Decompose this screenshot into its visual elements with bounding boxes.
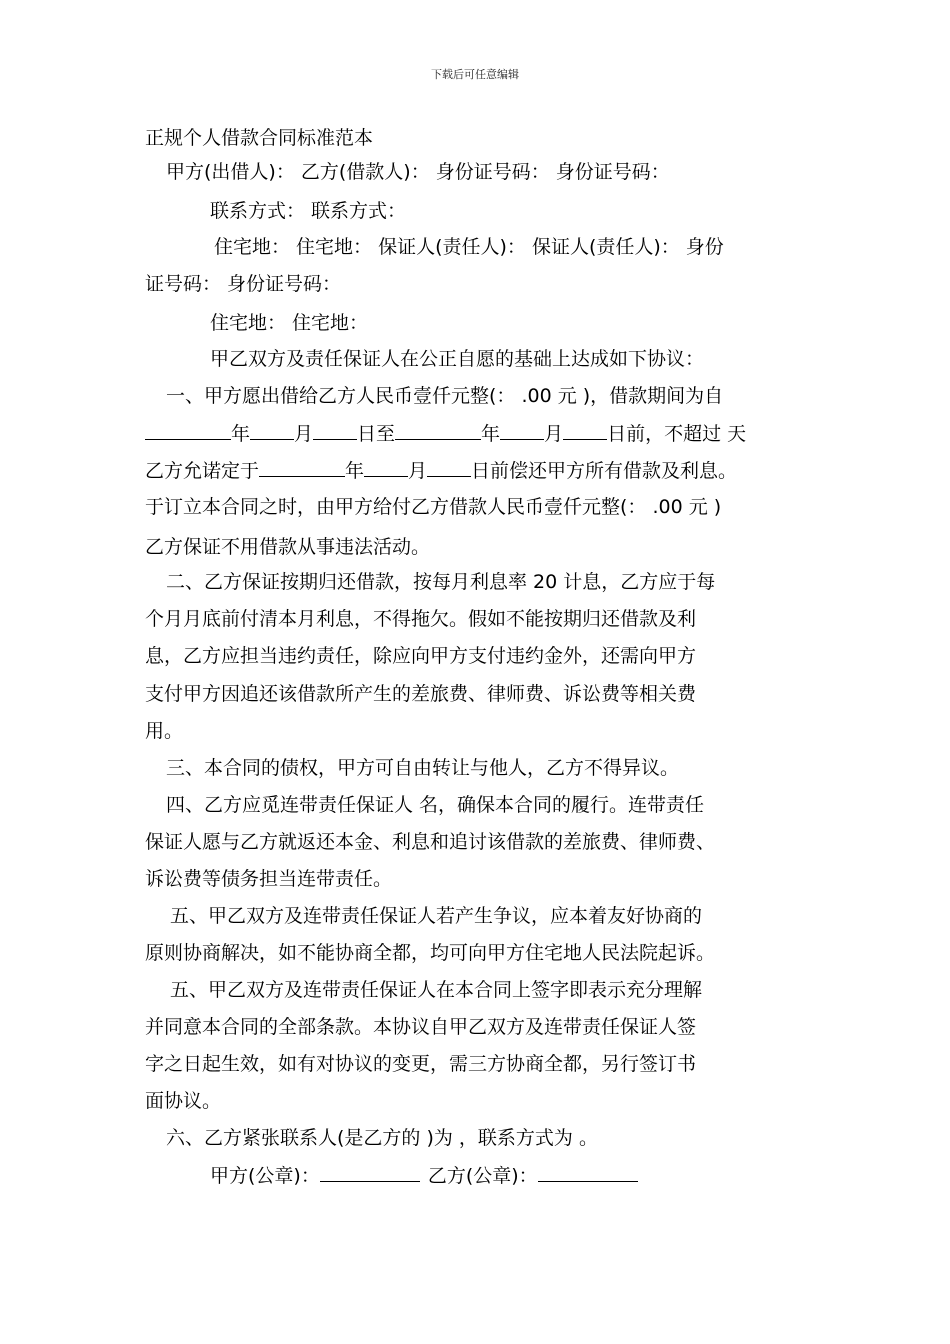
id-number-line: 证号码： 身份证号码： [145,273,342,295]
clause-5b-line-2: 并同意本合同的全部条款。本协议自甲乙双方及连带责任保证人签 [145,1016,697,1038]
residence-guarantor-line: 住宅地： 住宅地： 保证人(责任人)： 保证人(责任人)： 身份 [214,236,724,258]
clause-6-line-1: 六、乙方紧张联系人(是乙方的 )为 ，联系方式为 。 [166,1127,598,1149]
clause-4-line-3: 诉讼费等债务担当连带责任。 [145,868,393,890]
clause-2-line-2: 个月月底前付清本月利息，不得拖欠。假如不能按期归还借款及利 [145,608,697,630]
clause-5b-line-4: 面协议。 [145,1090,222,1112]
party-b-seal-label: 乙方(公章)： [427,1165,538,1187]
text-fragment: 日前偿还甲方所有借款及利息。 [471,460,738,482]
clause-5b-line-3: 字之日起生效，如有对协议的变更，需三方协商全都，另行签订书 [145,1053,697,1075]
clause-5a-line-2: 原则协商解决，如不能协商全都，均可向甲方住宅地人民法院起诉。 [145,942,716,964]
clause-5a-line-1: 五、甲乙双方及连带责任保证人若产生争议，应本着友好协商的 [170,905,703,927]
clause-2-line-5: 用。 [145,720,184,742]
text-fragment: 年 [231,423,251,445]
party-b-seal-field [538,1163,638,1182]
clause-1-line-3 [145,458,737,483]
clause-1-line-4: 于订立本合同之时，由甲方给付乙方借款人民币壹仟元整(： .00 元 ) [145,496,722,518]
blank-field [364,458,408,477]
residence-line: 住宅地： 住宅地： [210,312,369,334]
text-fragment: 年 [345,460,365,482]
clause-1-line-1: 一、甲方愿出借给乙方人民币壹仟元整(： .00 元 )，借款期间为自 [166,385,724,407]
contact-line: 联系方式： 联系方式： [210,200,407,222]
clause-4-line-2: 保证人愿与乙方就返还本金、利息和追讨该借款的差旅费、律师费、 [145,831,716,853]
party-a-seal-label: 甲方(公章)： [210,1165,320,1187]
clause-2-line-1: 二、乙方保证按期归还借款，按每月利息率 20 计息，乙方应于每 [166,571,716,593]
header-note: 下载后可任意编辑 [431,68,519,81]
text-fragment: 月 [544,423,564,445]
text-fragment: 年 [481,423,501,445]
party-a-seal-field [320,1163,420,1182]
blank-field [563,421,607,440]
clause-5b-line-1: 五、甲乙双方及连带责任保证人在本合同上签字即表示充分理解 [170,979,703,1001]
clause-1-line-2 [145,421,746,446]
blank-field [427,458,471,477]
clause-3-line-1: 三、本合同的债权，甲方可自由转让与他人，乙方不得异议。 [166,757,680,779]
blank-field [395,421,481,440]
parties-line: 甲方(出借人)： 乙方(借款人)： 身份证号码： 身份证号码： [166,161,670,183]
text-fragment: 月 [294,423,314,445]
blank-field [259,458,345,477]
text-fragment: 日至 [357,423,396,445]
signature-line [210,1163,638,1188]
blank-field [250,421,294,440]
text-fragment: 日前，不超过 天 [607,423,747,445]
clause-1-line-5: 乙方保证不用借款从事违法活动。 [145,536,431,558]
document-title: 正规个人借款合同标准范本 [145,127,374,149]
agreement-intro: 甲乙双方及责任保证人在公正自愿的基础上达成如下协议： [210,348,705,370]
clause-2-line-4: 支付甲方因追还该借款所产生的差旅费、律师费、诉讼费等相关费 [145,683,697,705]
clause-2-line-3: 息，乙方应担当违约责任，除应向甲方支付违约金外，还需向甲方 [145,645,697,667]
blank-field [145,421,231,440]
blank-field [500,421,544,440]
text-fragment: 月 [408,460,428,482]
clause-4-line-1: 四、乙方应觅连带责任保证人 名，确保本合同的履行。连带责任 [166,794,705,816]
blank-field [313,421,357,440]
text-fragment: 乙方允诺定于 [145,460,260,482]
